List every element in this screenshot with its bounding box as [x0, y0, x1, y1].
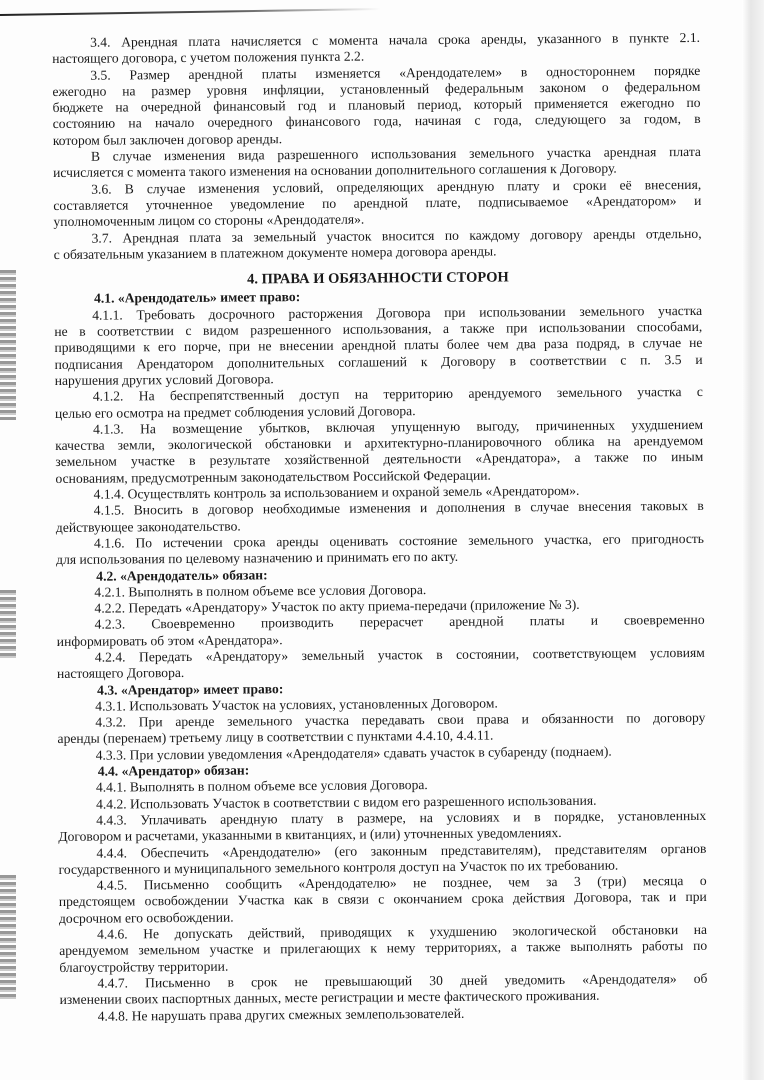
text-line: 4.1.6. По истечении срока аренды оценивать состояние земельного участка, его пригодность	[93, 530, 705, 551]
text-line: настоящего договора, с учетом положения пункта 2.2.	[52, 48, 365, 67]
clause	[59, 971, 707, 1009]
text-line: 3.5. Размер арендной платы изменяется «Арендодателем» в одностороннем порядке	[90, 62, 701, 83]
paragraph	[53, 144, 701, 182]
text-line: 4.2.3. Своевременно производить перерасчет арендной платы и своевременно	[94, 612, 705, 633]
text-line: нарушения других условий Договора.	[54, 371, 274, 388]
text-line: составляется уточненное уведомление по арендной плате, подписываемое «Арендатором» и	[53, 192, 702, 213]
text-line: В случае изменения вида разрешенного использования земельного участка арендная плата	[90, 143, 701, 164]
text-line: 4.4.3. Уплачивать арендную плату в размере, на условиях и в порядке, установленных	[96, 807, 707, 828]
text-line: досрочном его освобождении.	[58, 909, 234, 926]
text-line: информировать об этом «Арендатора».	[56, 631, 283, 649]
contract-text	[52, 30, 708, 1025]
binding-mark	[0, 270, 16, 420]
text-line: 4.3.2. При аренде земельного участка передавать свои права и обязанности по договору	[95, 710, 706, 730]
text-line: для использования по целевому назначению и принимать его по акту.	[56, 549, 459, 568]
subsection-title: 4.1. «Арендодатель» имеет право:	[94, 289, 301, 307]
text-line: 4.1.3. На возмещение убытков, включая упущенную выгоду, причиненных ухудшением	[93, 416, 704, 437]
subsection-title: 4.2. «Арендодатель» обязан:	[96, 566, 268, 584]
text-line: 4.2.2. Передать «Арендатору» Участок по акту приема-передачи (приложение № 3).	[94, 596, 580, 616]
text-line: уполномоченным лицом со стороны «Арендодателя».	[53, 211, 365, 230]
text-line: бюджете на очередной финансовый год и плановый период, который применяется ежегодно по	[52, 95, 701, 116]
paragraph	[53, 177, 701, 231]
text-line: состоянию на начало очередного финансового года, начиная с года, следующего за годом, в	[52, 111, 701, 132]
clause	[54, 303, 703, 390]
text-line: не в соответствии с видом разрешенного использования, а также при использовании способами,	[54, 318, 703, 340]
paragraph	[54, 225, 702, 263]
text-line: котором был заключен договор аренды.	[52, 130, 283, 148]
scan-artifact-line	[0, 8, 380, 16]
text-line: 4.3.3. При условии уведомления «Арендодателя» сдавать участок в субаренду (поднаем).	[95, 743, 612, 763]
text-line: 4.4.6. Не допускать действий, приводящих к ухудшению экологической обстановки на	[97, 921, 708, 942]
clause	[56, 531, 704, 569]
text-line: изменении своих паспортных данных, месте регистрации и месте фактического проживания.	[59, 987, 600, 1008]
text-line: целью его осмотра на предмет соблюдения условий Договора.	[54, 402, 416, 421]
text-line: земельном участке в результате хозяйственной деятельности «Арендатора», а также по иным	[55, 449, 704, 470]
text-line: действующее законодательство.	[55, 518, 241, 535]
scan-edge-shadow	[742, 0, 764, 1080]
text-line: 4.2.4. Передать «Арендатору» земельный участок в состоянии, соответствующем условиям	[94, 644, 705, 665]
text-line: 4.4.5. Письменно сообщить «Арендодателю» не позднее, чем за 3 (три) месяца о	[96, 873, 707, 893]
clause	[56, 498, 704, 536]
text-line: исчисляется с момента такого изменения на основании дополнительного соглашения к Договору.	[53, 160, 617, 181]
clause	[57, 645, 705, 683]
text-line: 4.4.1. Выполнять в полном объеме все условия Договора.	[95, 777, 428, 796]
text-line: 3.4. Арендная плата начисляется с момента начала срока аренды, указанного в пункте 2.1.	[89, 29, 701, 50]
text-line: 4.1.2. На беспрепятственный доступ на территорию арендуемого земельного участка с	[92, 384, 703, 404]
text-line: с обязательным указанием в платежном документе номера договора аренды.	[53, 243, 497, 262]
paragraph	[52, 63, 701, 150]
section-3-continuation	[52, 30, 702, 263]
text-line: 4.4.7. Письменно в срок не превышающий 30 дней уведомить «Арендодателя» об	[97, 970, 708, 991]
text-line: государственного и муниципального земельного контроля доступ на Участок по их требованию.	[58, 857, 619, 877]
text-line: приводящими к его порче, при не внесении арендной платы более чем два раза подряд, в случае не	[54, 335, 703, 356]
text-line: аренды (перенаем) третьему лицу в соответствии с пунктами 4.4.10, 4.4.11.	[57, 728, 494, 747]
text-line: 4.1.5. Вносить в договор необходимые изменения и дополнения в случае внесения таковых в	[93, 498, 704, 518]
text-line: подписания Арендатором дополнительных соглашений к Договору в соответствии с п. 3.5 и	[54, 351, 703, 372]
text-line: 4.4.8. Не нарушать права других смежных землепользователей.	[97, 1005, 465, 1024]
text-line: настоящего Договора.	[56, 665, 185, 682]
section-4	[54, 286, 708, 1024]
text-line: 3.7. Арендная плата за земельный участок вносится по каждому договору аренды отдельно,	[91, 225, 702, 246]
text-line: 4.2.1. Выполнять в полном объеме все условия Договора.	[94, 581, 427, 600]
text-line: основаниям, предусмотренным законодательством Российской Федерации.	[55, 467, 491, 486]
clause	[55, 417, 703, 487]
text-line: ежегодно на размер уровня инфляции, установленный федеральным законом о федеральном	[52, 78, 701, 99]
clause	[57, 612, 705, 650]
text-line: 4.1.4. Осуществлять контроль за использованием и охраной земель «Арендатором».	[93, 482, 580, 502]
text-line: 4.4.4. Обеспечить «Арендодателю» (его законным представителям), представителям органов	[96, 840, 707, 861]
clause	[58, 840, 706, 878]
text-line: арендуемом земельном участке и прилегающих к нему территориях, а также выполнять работы по	[59, 938, 708, 959]
text-line: качества земли, экологической обстановки и архитектурно-планировочного облика на арендуемом	[55, 433, 704, 454]
text-line: благоустройству территории.	[59, 958, 229, 975]
text-line: 4.1.1. Требовать досрочного расторжения Договора при использовании земельного участка	[92, 302, 703, 323]
subsection-title: 4.3. «Арендатор» имеет право:	[97, 680, 284, 698]
binding-mark	[0, 875, 16, 1000]
text-line: 3.6. В случае изменения условий, определяющих арендную плату и сроки её внесения,	[91, 176, 702, 197]
text-line: предстоящем освобождении Участка как в связи с окончанием срока действия Договора, так и при	[58, 889, 707, 910]
section-title: 4. ПРАВА И ОБЯЗАННОСТИ СТОРОН	[247, 269, 509, 288]
text-line: Договором и расчетами, указанными в квитанциях, и (или) уточненных уведомлениях.	[58, 825, 562, 845]
clause	[58, 808, 706, 846]
binding-mark	[0, 590, 16, 660]
subsection-title: 4.4. «Арендатор» обязан:	[97, 762, 250, 779]
text-line: 4.4.2. Использовать Участок в соответствии с видом его разрешенного использования.	[95, 792, 597, 812]
text-line: 4.3.1. Использовать Участок на условиях, установленных Договором.	[95, 695, 498, 714]
clause	[59, 922, 707, 976]
paragraph	[52, 30, 700, 68]
clause	[59, 873, 707, 927]
clause	[55, 384, 703, 422]
clause	[57, 710, 705, 748]
